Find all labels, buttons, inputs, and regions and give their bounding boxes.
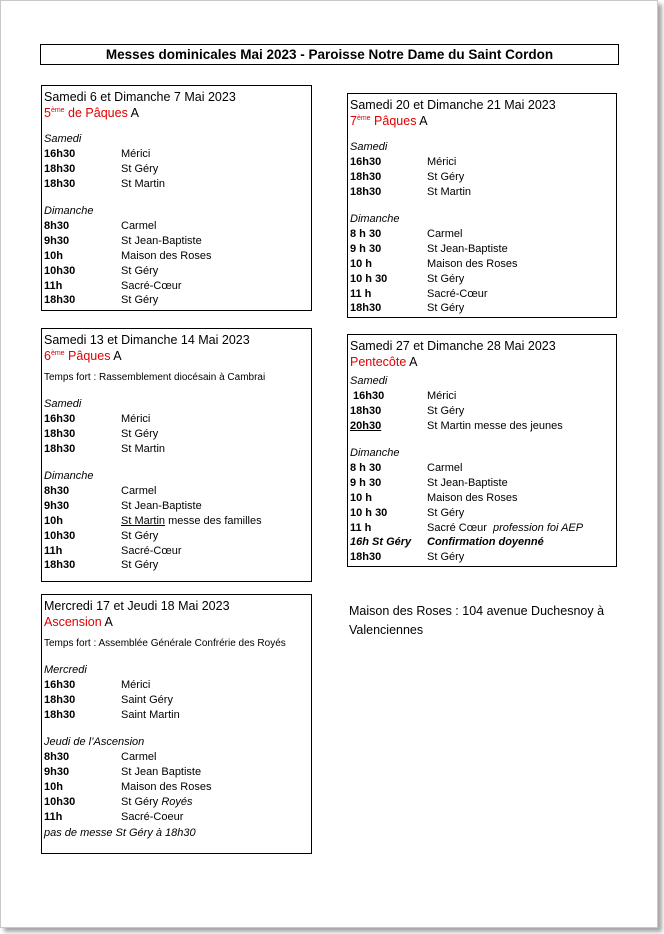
schedule-box-ascension [41,594,312,854]
mass-row: 11 h Sacré Cœur profession foi AEP [350,521,584,534]
box-heading: Mercredi 17 et Jeudi 18 Mai 2023 [44,599,230,613]
mass-row: 16h30 Mérici [44,413,151,425]
mass-row: 18h30 St Géry [44,559,159,572]
mass-row: 18h30 Saint Martin [44,708,180,721]
event-note: Temps fort : Rassemblement diocésain à Cambrai [44,372,266,383]
liturgical-feast: 7ème Pâques A [350,114,428,128]
liturgical-feast: Pentecôte A [350,355,418,369]
mass-row: 10 h Maison des Roses [350,257,518,270]
schedule-box-week2 [41,328,312,582]
section-label: Dimanche [44,205,94,218]
mass-row: 18h30 St Géry [44,162,159,175]
mass-row: 8h30 Carmel [44,220,157,233]
mass-row: 10h Maison des Roses [44,249,212,262]
mass-row: 11h Sacré-Cœur [44,544,182,557]
section-label: Dimanche [350,447,400,460]
mass-row: 10 h 30 St Géry [350,506,465,519]
mass-row: 11h Sacré-Cœur [44,279,182,292]
document-title: Messes dominicales Mai 2023 - Paroisse Notre Dame du Saint Cordon [40,44,619,65]
mass-row: 16h30 Mérici [350,156,457,168]
address-note: Maison des Roses : 104 avenue Duchesnoy à Valenciennes [349,604,605,637]
schedule-box-week3 [347,93,617,318]
mass-row: 10h30 St Géry [44,264,159,277]
mass-row: 16h30 Mérici [350,390,457,402]
section-label: Mercredi [44,664,87,676]
footer-note: pas de messe St Géry à 18h30 [44,827,196,840]
mass-row: 8 h 30 Carmel [350,462,463,475]
mass-row: 9h30 St Jean Baptiste [44,766,202,779]
box-heading: Samedi 13 et Dimanche 14 Mai 2023 [44,333,250,347]
mass-row: 9h30 St Jean-Baptiste [44,500,202,513]
mass-row: 16h30 Mérici [44,679,151,691]
mass-row: 11 h Sacré-Cœur [350,287,488,300]
mass-row: 8h30 Carmel [44,751,157,764]
mass-row: 18h30 St Martin [44,177,166,190]
liturgical-feast: 5ème de Pâques A [44,106,139,120]
mass-row: 9h30 St Jean-Baptiste [44,235,202,248]
mass-row: 18h30 St Géry [44,294,159,307]
section-label: Samedi [350,141,388,153]
mass-row: 18h30 St Géry [350,170,465,183]
event-note: Temps fort : Assemblée Générale Confrérie des Royés [44,638,286,649]
mass-row: 18h30 St Géry [350,302,465,315]
mass-row: 10 h 30 St Géry [350,272,465,285]
mass-row: 10h Maison des Roses [44,780,212,793]
mass-row: 10h30 St Géry [44,529,159,542]
mass-row: 16h St Géry Confirmation doyenné [350,536,544,549]
schedule-box-week4 [347,334,617,567]
section-label: Samedi [44,133,82,145]
section-label: Jeudi de l’Ascension [44,736,145,749]
mass-row: 18h30 St Martin [44,442,166,455]
mass-row: 10h St Martin messe des familles [44,514,262,527]
mass-row: 8h30 Carmel [44,485,157,498]
liturgical-feast: Ascension A [44,615,113,629]
mass-row: 18h30 St Géry [350,551,465,564]
liturgical-feast: 6ème Pâques A [44,349,122,363]
box-heading: Samedi 6 et Dimanche 7 Mai 2023 [44,90,236,104]
mass-row: 18h30 Saint Géry [44,693,173,706]
mass-row: 9 h 30 St Jean-Baptiste [350,477,508,490]
mass-row: 9 h 30 St Jean-Baptiste [350,243,508,256]
section-label: Samedi [350,375,388,387]
mass-row: 20h30 St Martin messe des jeunes [350,419,563,432]
mass-row: 18h30 St Géry [350,404,465,417]
mass-row: 11h Sacré-Coeur [44,810,184,823]
mass-row: 10 h Maison des Roses [350,491,518,504]
section-label: Dimanche [44,470,94,483]
schedule-box-week1 [41,85,312,311]
mass-row: 8 h 30 Carmel [350,228,463,241]
mass-row: 16h30 Mérici [44,148,151,160]
box-heading: Samedi 20 et Dimanche 21 Mai 2023 [350,98,556,112]
mass-row: 18h30 St Géry [44,427,159,440]
mass-row: 10h30 St Géry Royés [44,795,193,808]
section-label: Dimanche [350,213,400,226]
mass-row: 18h30 St Martin [350,185,472,198]
section-label: Samedi [44,398,82,410]
box-heading: Samedi 27 et Dimanche 28 Mai 2023 [350,339,556,353]
